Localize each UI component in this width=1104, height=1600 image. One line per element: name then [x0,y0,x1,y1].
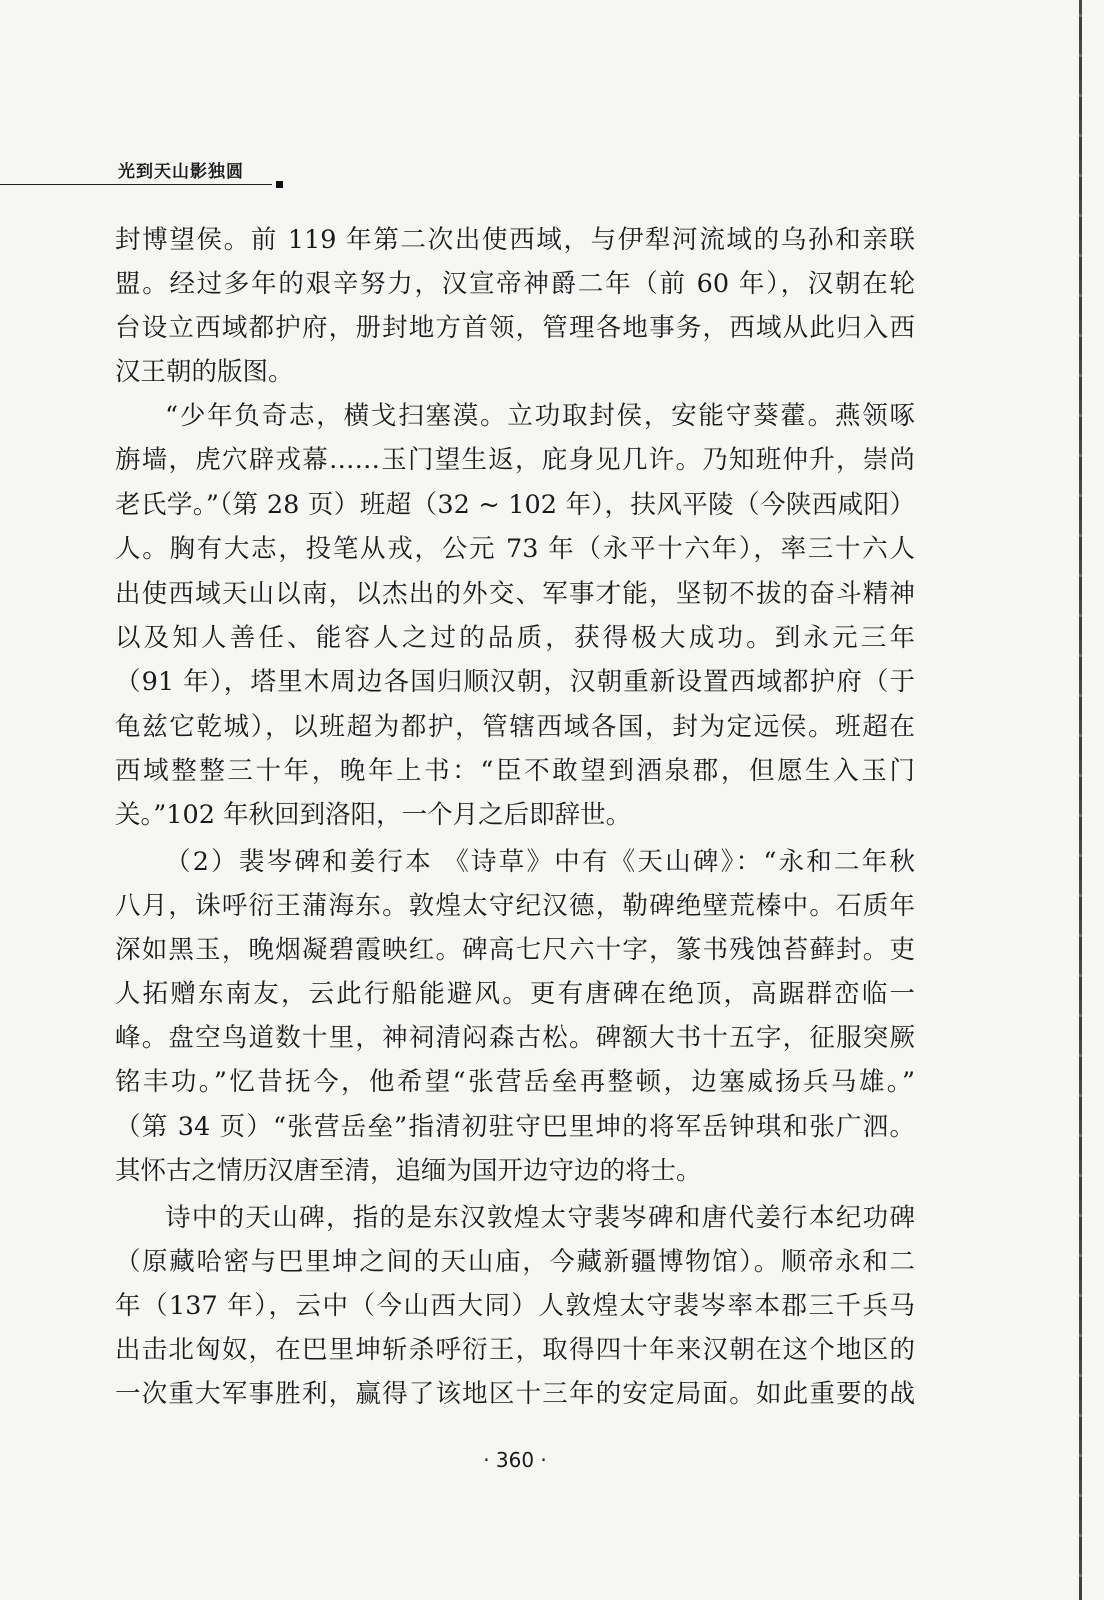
text-line: 西域整整三十年，晚年上书：“臣不敢望到酒泉郡，但愿生入玉门 [115,756,915,786]
text-line: 铭丰功。”忆昔抚今，他希望“张营岳垒再整顿，边塞威扬兵马雄。” [115,1067,915,1097]
text-line: 盟。经过多年的艰辛努力，汉宣帝神爵二年（前 60 年），汉朝在轮 [115,269,915,299]
scan-edge [1079,0,1082,1600]
text-line: 人。胸有大志，投笔从戎，公元 73 年（永平十六年），率三十六人 [115,534,915,564]
text-line: 一次重大军事胜利，赢得了该地区十三年的安定局面。如此重要的战 [115,1379,915,1409]
text-line: （2）裴岑碑和姜行本 《诗草》中有《天山碑》：“永和二年秋 [165,847,915,877]
text-line: （91 年），塔里木周边各国归顺汉朝，汉朝重新设置西域都护府（于 [115,667,915,697]
text-line: （第 34 页）“张营岳垒”指清初驻守巴里坤的将军岳钟琪和张广泗。 [115,1112,915,1142]
running-title: 光到天山影独圆 [118,162,244,182]
text-line: 以及知人善任、能容人之过的品质，获得极大成功。到永元三年 [115,623,915,653]
text-line: 旃墙，虎穴辟戎幕……玉门望生返，庇身见几许。乃知班仲升，崇尚 [115,445,915,475]
text-line: 台设立西域都护府，册封地方首领，管理各地事务，西域从此归入西 [115,313,915,343]
text-line: 峰。盘空鸟道数十里，神祠清闷森古松。碑额大书十五字，征服突厥 [115,1023,915,1053]
text-line: 人拓赠东南友，云此行船能避风。更有唐碑在绝顶，高踞群峦临一 [115,979,915,1009]
text-line: 老氏学。”（第 28 页）班超（32 ~ 102 年），扶风平陵（今陕西咸阳） [115,490,915,520]
text-line: 出使西域天山以南，以杰出的外交、军事才能，坚韧不拔的奋斗精神 [115,579,915,609]
text-line: （原藏哈密与巴里坤之间的天山庙，今藏新疆博物馆）。顺帝永和二 [115,1247,915,1277]
text-line: 关。”102 年秋回到洛阳，一个月之后即辞世。 [115,800,632,830]
text-line: 其怀古之情历汉唐至清，追缅为国开边守边的将士。 [115,1156,702,1186]
text-line: 诗中的天山碑，指的是东汉敦煌太守裴岑碑和唐代姜行本纪功碑 [165,1203,915,1233]
text-line: 八月，诛呼衍王蒲海东。敦煌太守纪汉德，勒碑绝壁荒榛中。石质年 [115,891,915,921]
page-number: · 360 · [483,1448,547,1472]
text-line: 汉王朝的版图。 [115,357,294,387]
header-square-mark [276,181,283,188]
text-line: “少年负奇志，横戈扫塞漠。立功取封侯，安能守葵藿。燕领啄 [165,401,915,431]
header-rule [0,184,272,185]
text-line: 深如黑玉，晚烟凝碧霞映红。碑高七尺六十字，篆书残蚀苔藓封。吏 [115,935,915,965]
text-line: 年（137 年），云中（今山西大同）人敦煌太守裴岑率本郡三千兵马 [115,1291,915,1321]
text-line: 龟兹它乾城），以班超为都护，管辖西域各国，封为定远侯。班超在 [115,712,915,742]
text-line: 封博望侯。前 119 年第二次出使西域，与伊犁河流域的乌孙和亲联 [115,225,915,255]
text-line: 出击北匈奴，在巴里坤斩杀呼衍王，取得四十年来汉朝在这个地区的 [115,1335,915,1365]
